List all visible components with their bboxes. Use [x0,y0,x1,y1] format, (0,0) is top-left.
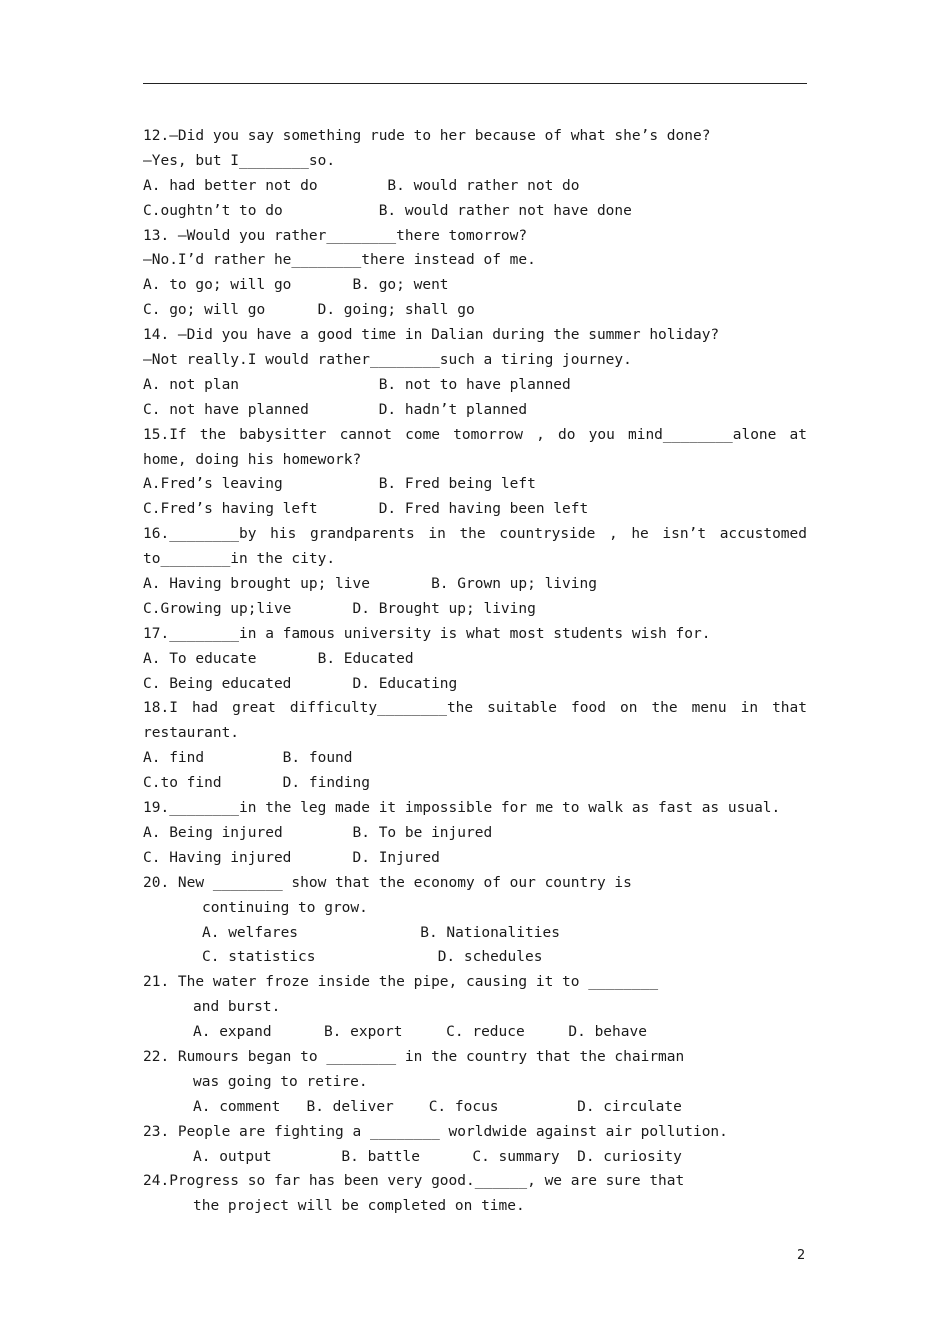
text-line: home, doing his homework? [143,451,362,468]
text-line: C.Growing up;live D. Brought up; living [143,600,536,617]
text-line: 16.________by his grandparents in the countryside , he isn’t accustomed [143,526,807,543]
text-line: A. Having brought up; live B. Grown up; living [143,576,597,593]
text-line: 20. New ________ show that the economy of our country is [143,874,632,891]
text-line: A. to go; will go B. go; went [143,277,449,294]
text-line: 13. —Would you rather________there tomorrow? [143,227,528,244]
text-line: —Yes, but I________so. [143,152,336,169]
text-line: A. had better not do B. would rather not do [143,177,580,194]
text-line: was going to retire. [193,1073,368,1090]
text-line: A. comment B. deliver C. focus D. circulate [193,1098,682,1115]
text-line: A. Being injured B. To be injured [143,824,493,841]
text-line: C. Being educated D. Educating [143,675,458,692]
text-line: C. not have planned D. hadn’t planned [143,401,528,418]
text-line: —Not really.I would rather________such a tiring journey. [143,352,632,369]
text-line: 12.—Did you say something rude to her because of what she’s done? [143,128,711,144]
text-line: the project will be completed on time. [193,1198,525,1215]
text-line: —No.I’d rather he________there instead of me. [143,252,536,269]
text-line: 22. Rumours began to ________ in the country that the chairman [143,1048,685,1065]
text-line: A.Fred’s leaving B. Fred being left [143,476,536,493]
text-line: A. expand B. export C. reduce D. behave [193,1024,647,1041]
text-line: A. not plan B. not to have planned [143,376,571,393]
text-line: A. find B. found [143,750,353,767]
text-line: 14. —Did you have a good time in Dalian during the summer holiday? [143,327,720,344]
text-line: 18.I had great difficulty________the suitable food on the menu in that [143,700,807,717]
text-line: A. To educate B. Educated [143,650,414,667]
text-line: C. statistics D. schedules [202,949,543,966]
text-line: C.oughtn’t to do B. would rather not have done [143,202,632,219]
text-line: A. output B. battle C. summary D. curiosity [193,1148,682,1165]
text-line: 15.If the babysitter cannot come tomorrow , do you mind________alone at [143,426,807,443]
text-line: 21. The water froze inside the pipe, causing it to ________ [143,974,659,991]
text-line: 19.________in the leg made it impossible for me to walk as fast as usual. [143,800,781,817]
text-line: C. go; will go D. going; shall go [143,302,475,319]
question-list [143,124,807,1219]
page-number: 2 [797,1248,806,1263]
text-line: 24.Progress so far has been very good.______, we are sure that [143,1173,685,1190]
text-line: 23. People are fighting a ________ worldwide against air pollution. [143,1123,728,1140]
text-line: 17.________in a famous university is what most students wish for. [143,625,711,642]
text-line: C. Having injured D. Injured [143,849,440,866]
header-rule [143,83,807,84]
text-line: C.Fred’s having left D. Fred having been left [143,501,589,518]
text-line: A. welfares B. Nationalities [202,924,560,941]
text-line: C.to find D. finding [143,775,370,792]
text-line: to________in the city. [143,551,336,568]
text-line: and burst. [193,999,281,1016]
text-line: continuing to grow. [202,899,368,916]
text-line: restaurant. [143,725,240,742]
